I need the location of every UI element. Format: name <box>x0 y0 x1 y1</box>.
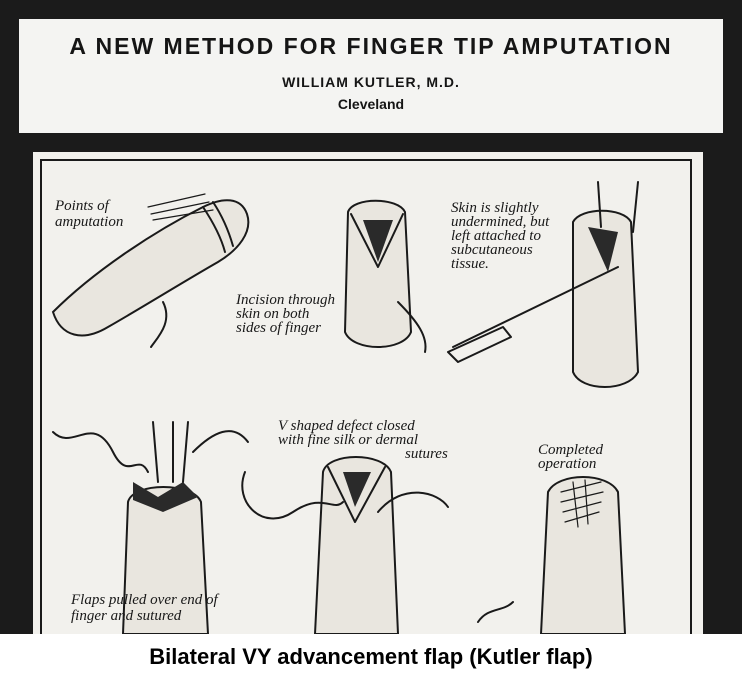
label-incision-1: Incision through <box>236 292 336 308</box>
label-skin-2: undermined, but <box>451 214 550 230</box>
label-completed-2: operation <box>538 456 597 472</box>
label-points-2: amputation <box>55 214 124 230</box>
figure-caption: Bilateral VY advancement flap (Kutler flap) <box>149 644 593 669</box>
label-completed-1: Completed <box>538 442 603 458</box>
article-header <box>19 19 723 133</box>
article-title: A NEW METHOD FOR FINGER TIP AMPUTATION <box>69 33 673 59</box>
article-location: Cleveland <box>337 96 405 112</box>
panel-flaps-sutured <box>53 422 248 634</box>
label-vshaped-1: V shaped defect closed <box>278 418 415 434</box>
label-skin-5: tissue. <box>451 256 489 272</box>
panel-v-defect-closed <box>242 418 448 634</box>
label-skin-4: subcutaneous <box>451 242 533 258</box>
label-incision-3: sides of finger <box>236 320 321 336</box>
surgical-illustration <box>33 152 703 634</box>
article-author: WILLIAM KUTLER, M.D. <box>282 74 460 90</box>
label-vshaped-2: with fine silk or dermal <box>278 432 418 448</box>
illustration-plate <box>33 152 703 634</box>
panel-completed-operation <box>478 442 625 634</box>
label-points-1: Points of <box>55 198 109 214</box>
label-skin-1: Skin is slightly <box>451 200 539 216</box>
label-vshaped-3: sutures <box>405 446 448 462</box>
panel-incision <box>235 201 426 352</box>
label-flaps-1: Flaps pulled over end of <box>71 592 218 608</box>
label-incision-2: skin on both <box>236 306 310 322</box>
panel-undermining <box>448 182 638 387</box>
label-flaps-2: finger and sutured <box>71 608 182 624</box>
panel-points-of-amputation <box>53 194 248 347</box>
label-skin-3: left attached to <box>451 228 541 244</box>
